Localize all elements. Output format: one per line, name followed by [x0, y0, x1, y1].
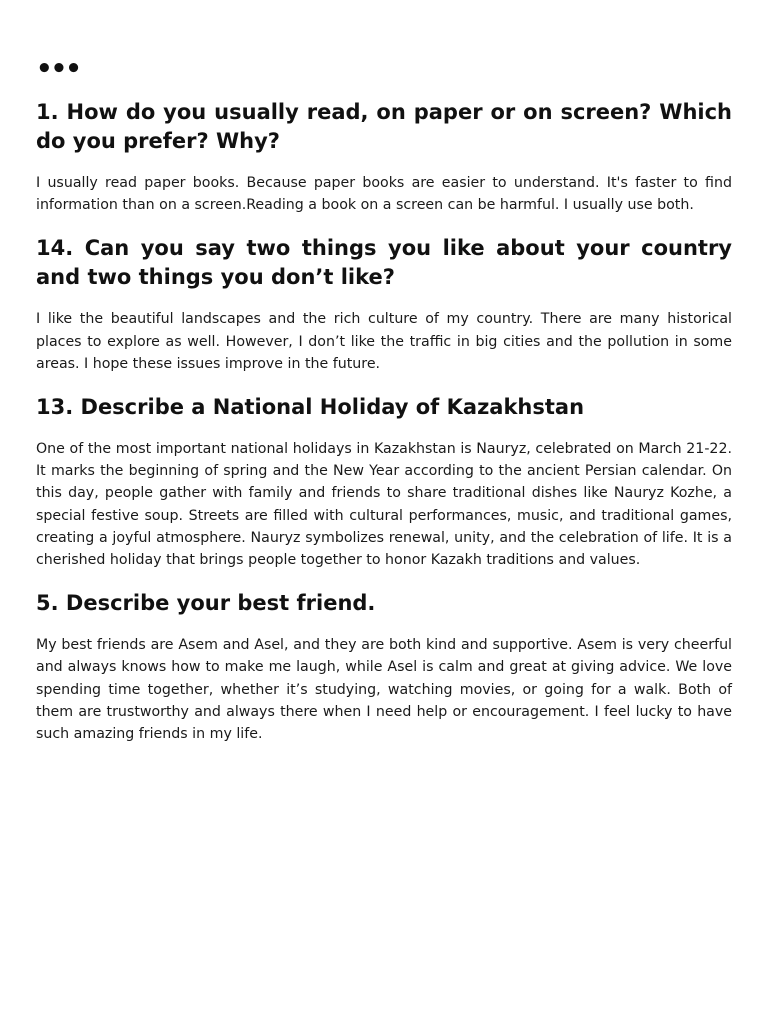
question-section-reading	[36, 98, 732, 216]
answer-paragraph: I like the beautiful landscapes and the rich culture of my country. There are many historical places to explore as well. However, I don’t like the traffic in big cities and the pollution in some areas. I hope these issues improve in the future.	[36, 311, 732, 372]
answer-paragraph: My best friends are Asem and Asel, and they are both kind and supportive. Asem is very cheerful and always knows how to make me laugh, while Asel is calm and great at giving advice. We love spending time together, whether it’s studying, watching movies, or going for a walk. Both of them are trustworthy and always there when I need help or encouragement. I feel lucky to have such amazing friends in my life.	[36, 637, 732, 743]
question-title: 13. Describe a National Holiday of Kazakhstan	[36, 395, 585, 420]
question-title: 1. How do you usually read, on paper or on screen? Which do you prefer? Why?	[36, 100, 732, 153]
answer-paragraph: I usually read paper books. Because paper books are easier to understand. It's faster to find information than on a screen.Reading a book on a screen can be harmful. I usually use both.	[36, 175, 732, 214]
question-section-best-friend	[36, 589, 732, 745]
question-title: 5. Describe your best friend.	[36, 591, 376, 616]
document-page	[36, 54, 732, 763]
question-section-holiday	[36, 393, 732, 571]
question-section-country	[36, 234, 732, 375]
question-title: 14. Can you say two things you like about your country and two things you don’t like?	[36, 236, 732, 290]
more-options-icon: •••	[36, 54, 80, 84]
answer-paragraph: One of the most important national holidays in Kazakhstan is Nauryz, celebrated on March 21-22. It marks the beginning of spring and the New Year according to the ancient Persian calendar. On this day, people gather with family and friends to share traditional dishes like Nauryz Kozhe, a special festive soup. Streets are filled with cultural performances, music, and traditional games, creating a joyful atmosphere. Nauryz symbolizes renewal, unity, and the celebration of life. It is a cherished holiday that brings people together to honor Kazakh traditions and values.	[36, 441, 732, 569]
